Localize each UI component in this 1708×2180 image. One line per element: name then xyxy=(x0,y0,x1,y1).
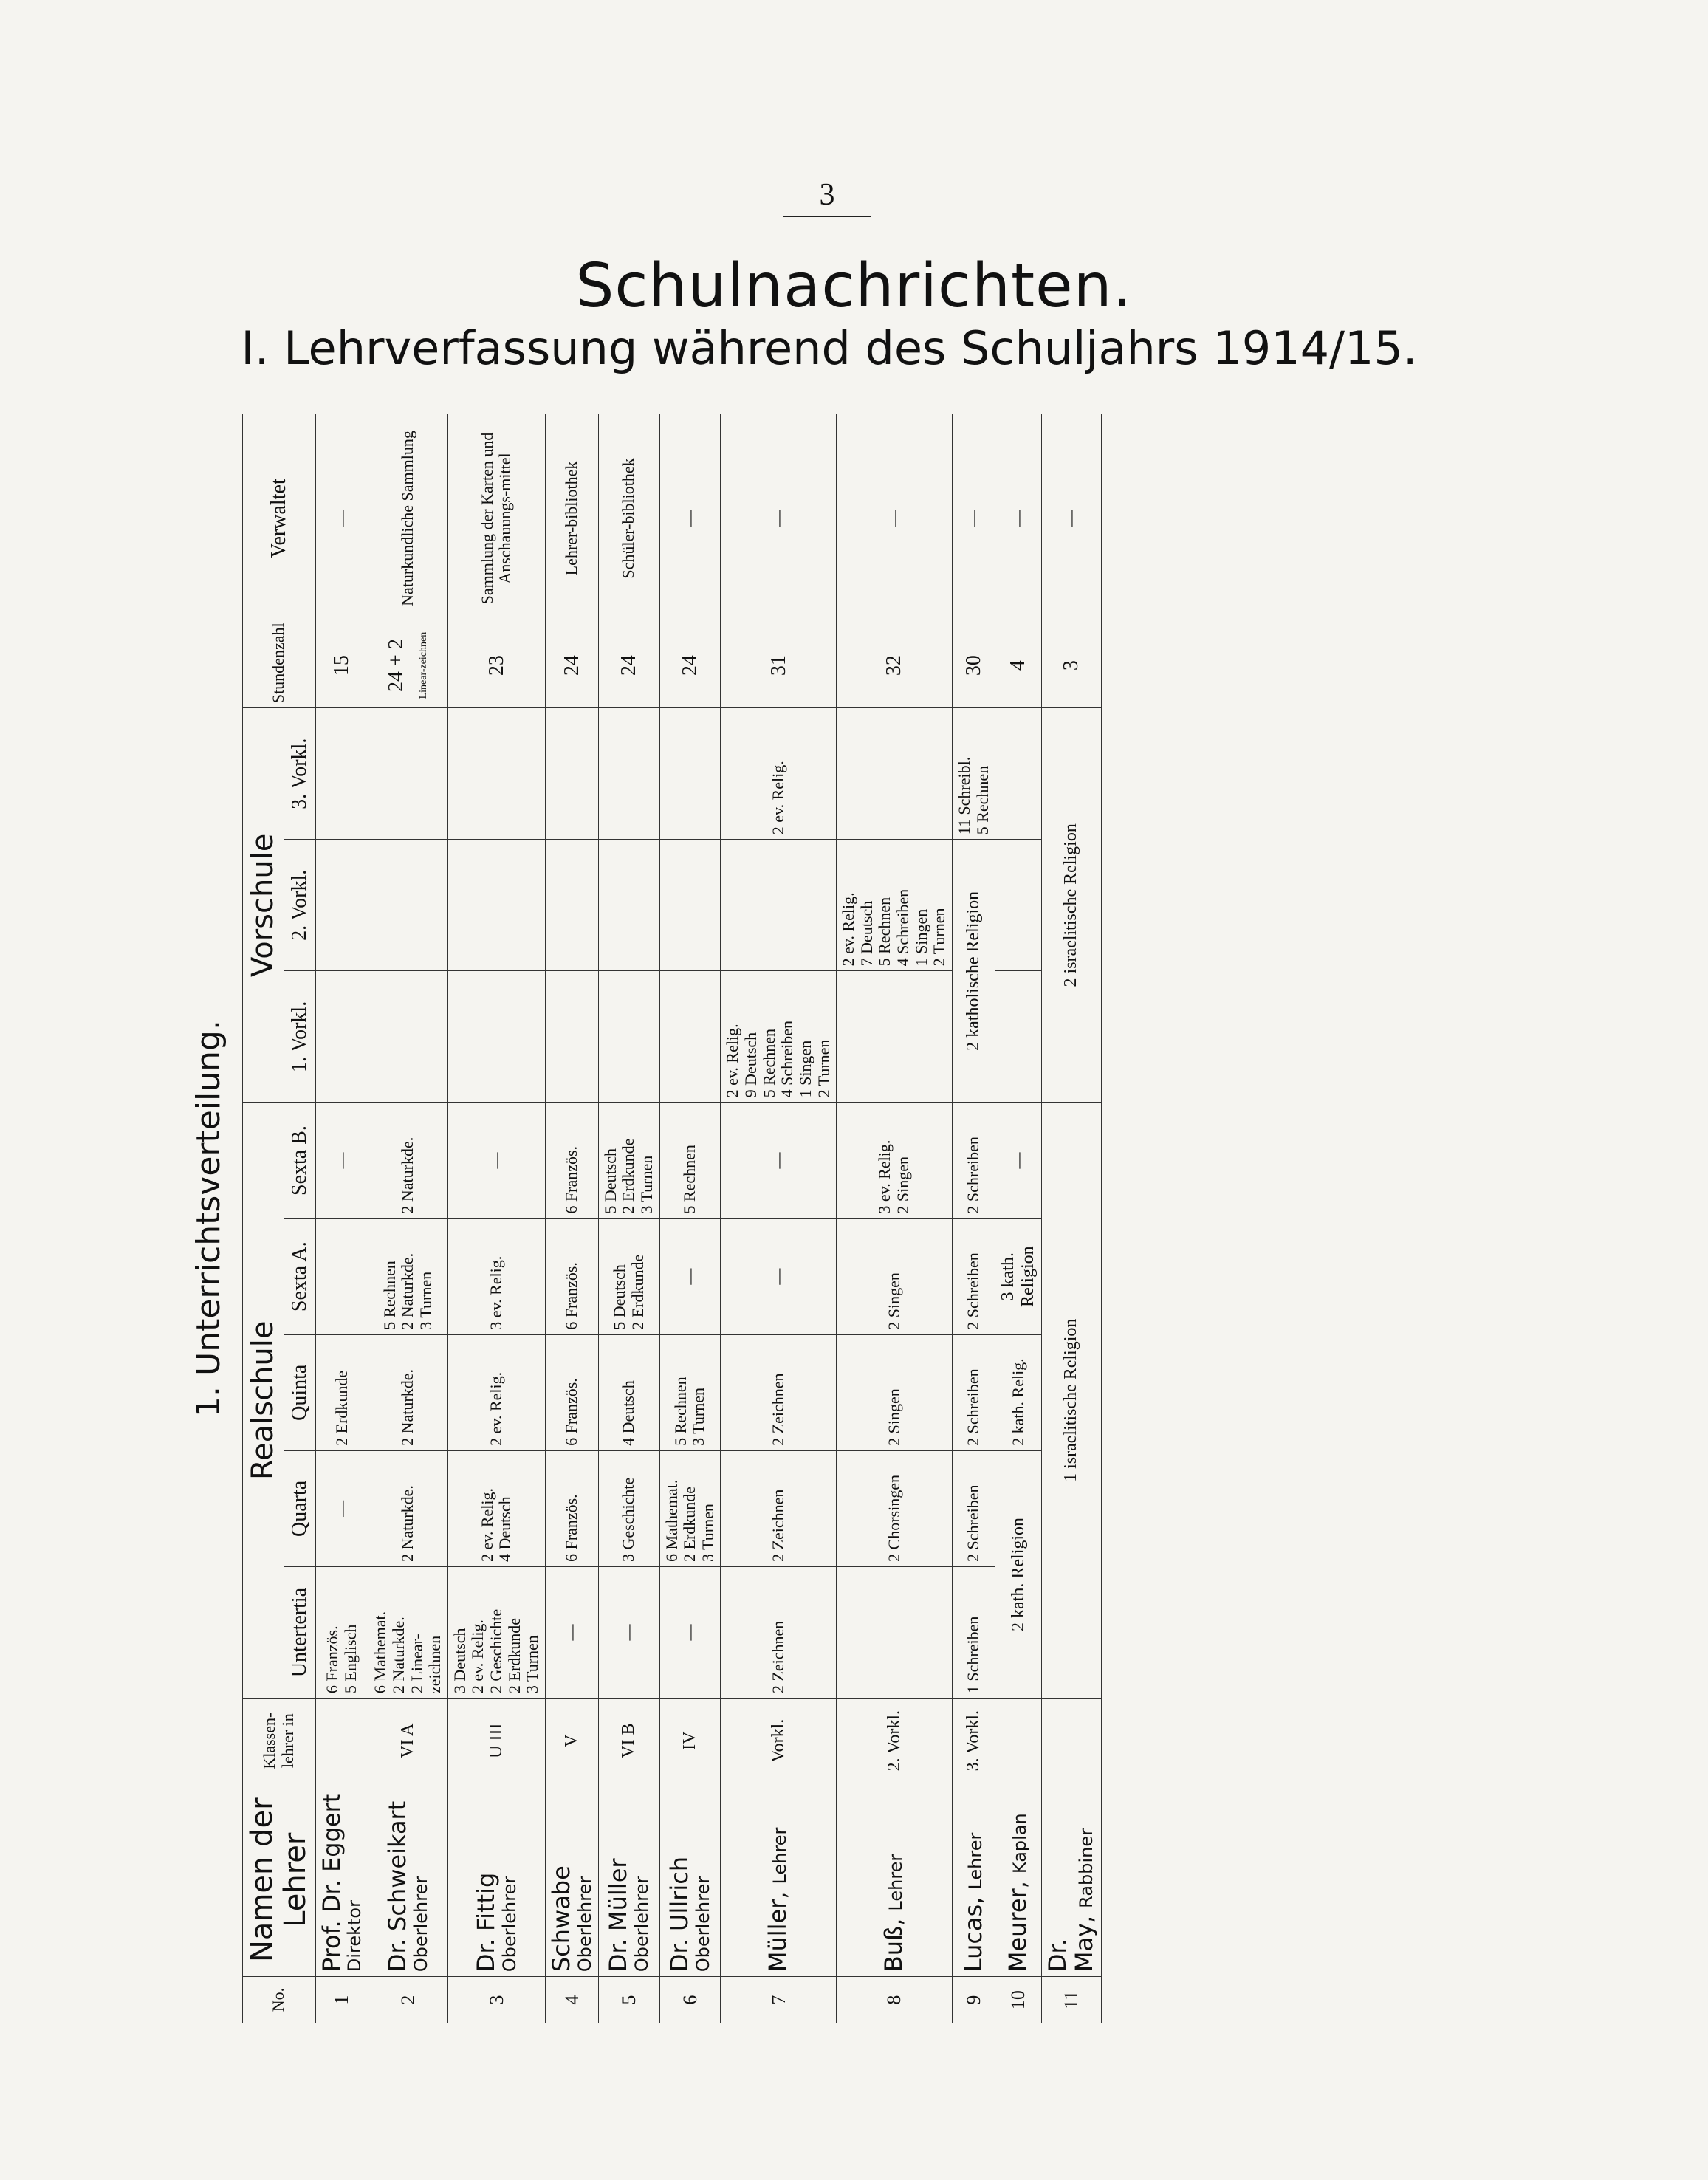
cell-sexta-a: 5 Deutsch 2 Erdkunde xyxy=(598,1218,659,1334)
table-row xyxy=(447,414,545,2023)
row-number: 4 xyxy=(545,1977,598,2023)
cell-sexta-b: 6 Französ. xyxy=(545,1103,598,1218)
teacher-name xyxy=(995,1783,1042,1977)
cell-untertertia: — xyxy=(659,1566,721,1698)
cell-stundenzahl: 23 xyxy=(447,623,545,707)
class-teacher: V xyxy=(545,1699,598,1783)
teacher-name xyxy=(315,1783,368,1977)
table-row xyxy=(952,414,995,2023)
cell-verwaltet: — xyxy=(659,414,721,623)
table-row xyxy=(545,414,598,2023)
cell-untertertia xyxy=(837,1566,953,1698)
cell-sexta-b: 5 Deutsch 2 Erdkunde 3 Turnen xyxy=(598,1103,659,1218)
cell-quarta: 6 Mathemat. 2 Erdkunde 3 Turnen xyxy=(659,1450,721,1566)
cell-sexta-a: — xyxy=(721,1218,837,1334)
cell-vorkl-2 xyxy=(545,840,598,971)
cell-vorkl-1 xyxy=(368,971,448,1103)
cell-vorkl-3: 2 ev. Relig. xyxy=(721,708,837,840)
cell-verwaltet: — xyxy=(721,414,837,623)
table-row xyxy=(837,414,953,2023)
cell-vorkl-3 xyxy=(598,708,659,840)
section-heading: 1. Unterrichtsverteilung. xyxy=(190,1020,227,1417)
cell-vorkl-2 xyxy=(995,840,1042,971)
teacher-name-text: Prof. Dr. Eggert xyxy=(317,1793,346,1972)
cell-quinta: 2 Singen xyxy=(837,1334,953,1450)
cell-quarta: 2 Zeichnen xyxy=(721,1450,837,1566)
cell-quinta: 2 ev. Relig. xyxy=(447,1334,545,1450)
cell-quinta: 2 Schreiben xyxy=(952,1334,995,1450)
cell-stundenzahl xyxy=(368,623,448,707)
cell-vorkl-3: 11 Schreibl. 5 Rechnen xyxy=(952,708,995,840)
header-vorkl-2: 2. Vorkl. xyxy=(284,840,315,971)
cell-vorkl-1 xyxy=(659,971,721,1103)
brace-kath-sa-sb: 3 kath. Religion xyxy=(995,1218,1042,1334)
page-number: 3 xyxy=(819,178,835,212)
teacher-role: Rabbiner xyxy=(1075,1828,1097,1908)
header-klassenlehrer: Klassen-lehrer in xyxy=(243,1699,316,1783)
row-number: 2 xyxy=(368,1977,448,2023)
cell-sexta-b: — xyxy=(995,1103,1042,1218)
cell-sexta-a xyxy=(315,1218,368,1334)
cell-quarta: 6 Französ. xyxy=(545,1450,598,1566)
row-number: 7 xyxy=(721,1977,837,2023)
brace-isr-realschule: 1 israelitische Religion xyxy=(1041,1103,1101,1699)
header-vorkl-3: 3. Vorkl. xyxy=(284,708,315,840)
class-teacher: 3. Vorkl. xyxy=(952,1699,995,1783)
page-subtitle: I. Lehrverfassung während des Schuljahrs 1914/15. xyxy=(241,321,1418,375)
cell-quarta: 2 ev. Relig. 4 Deutsch xyxy=(447,1450,545,1566)
teacher-name-text: Dr. Müller xyxy=(604,1858,633,1972)
header-quarta: Quarta xyxy=(284,1450,315,1566)
cell-sexta-b: 2 Schreiben xyxy=(952,1103,995,1218)
header-untertertia: Untertertia xyxy=(284,1566,315,1698)
teacher-name-text: Buß, xyxy=(879,1918,908,1972)
cell-stundenzahl: 32 xyxy=(837,623,953,707)
cell-sexta-b: — xyxy=(447,1103,545,1218)
cell-vorkl-1 xyxy=(995,971,1042,1103)
cell-stundenzahl: 31 xyxy=(721,623,837,707)
cell-quarta: 2 Naturkde. xyxy=(368,1450,448,1566)
cell-vorkl-2 xyxy=(598,840,659,971)
teacher-role: Oberlehrer xyxy=(498,1876,520,1972)
teacher-name-text: Müller, xyxy=(764,1891,792,1972)
cell-untertertia: 6 Mathemat. 2 Naturkde. 2 Linear- zeichnen xyxy=(368,1566,448,1698)
cell-quinta: 2 Naturkde. xyxy=(368,1334,448,1450)
cell-vorkl-2 xyxy=(721,840,837,971)
cell-vorkl-1 xyxy=(837,971,953,1103)
cell-sexta-a: 5 Rechnen 2 Naturkde. 3 Turnen xyxy=(368,1218,448,1334)
cell-quinta: 2 Zeichnen xyxy=(721,1334,837,1450)
header-stundenzahl: Stundenzahl xyxy=(243,623,316,707)
brace-kath-vorschule: 2 katholische Religion xyxy=(952,840,995,1103)
cell-quarta: 2 Schreiben xyxy=(952,1450,995,1566)
teacher-role: Lehrer xyxy=(964,1832,986,1890)
teacher-role: Oberlehrer xyxy=(692,1876,713,1972)
teacher-name xyxy=(598,1783,659,1977)
cell-verwaltet: — xyxy=(1041,414,1101,623)
teacher-role: Lehrer xyxy=(885,1854,907,1911)
cell-verwaltet: — xyxy=(952,414,995,623)
row-number: 5 xyxy=(598,1977,659,2023)
row-number: 11 xyxy=(1041,1977,1101,2023)
class-teacher: VI B xyxy=(598,1699,659,1783)
cell-vorkl-1 xyxy=(545,971,598,1103)
cell-verwaltet: Sammlung der Karten und Anschauungs-mittel xyxy=(447,414,545,623)
teacher-name xyxy=(837,1783,953,1977)
cell-sexta-a: 6 Französ. xyxy=(545,1218,598,1334)
stundenzahl-value: 24 + 2 xyxy=(385,639,408,692)
cell-untertertia: 2 Zeichnen xyxy=(721,1566,837,1698)
cell-sexta-b: 3 ev. Relig. 2 Singen xyxy=(837,1103,953,1218)
cell-vorkl-2 xyxy=(315,840,368,971)
cell-vorkl-1: 2 ev. Relig. 9 Deutsch 5 Rechnen 4 Schreiben 1 Singen 2 Turnen xyxy=(721,971,837,1103)
cell-quarta: 2 Chorsingen xyxy=(837,1450,953,1566)
table-row xyxy=(659,414,721,2023)
cell-verwaltet: — xyxy=(995,414,1042,623)
cell-untertertia: — xyxy=(598,1566,659,1698)
teaching-distribution-table xyxy=(242,414,1102,2023)
class-teacher: 2. Vorkl. xyxy=(837,1699,953,1783)
table-row xyxy=(368,414,448,2023)
cell-stundenzahl: 4 xyxy=(995,623,1042,707)
cell-stundenzahl: 30 xyxy=(952,623,995,707)
class-teacher: VI A xyxy=(368,1699,448,1783)
cell-quarta: 3 Geschichte xyxy=(598,1450,659,1566)
cell-untertertia: 3 Deutsch 2 ev. Relig. 2 Geschichte 2 Erdkunde 3 Turnen xyxy=(447,1566,545,1698)
row-number: 3 xyxy=(447,1977,545,2023)
cell-vorkl-2 xyxy=(659,840,721,971)
cell-untertertia: 6 Französ. 5 Englisch xyxy=(315,1566,368,1698)
cell-vorkl-1 xyxy=(598,971,659,1103)
cell-sexta-b: — xyxy=(315,1103,368,1218)
cell-vorkl-1 xyxy=(315,971,368,1103)
header-sexta-a: Sexta A. xyxy=(284,1218,315,1334)
teacher-name xyxy=(721,1783,837,1977)
cell-vorkl-3 xyxy=(837,708,953,840)
table-row xyxy=(1041,414,1101,2023)
class-teacher xyxy=(995,1699,1042,1783)
cell-sexta-a: 2 Singen xyxy=(837,1218,953,1334)
cell-vorkl-3 xyxy=(659,708,721,840)
brace-kath-ut-q: 2 kath. Religion xyxy=(995,1450,1042,1698)
cell-vorkl-2 xyxy=(447,840,545,971)
row-number: 8 xyxy=(837,1977,953,2023)
cell-stundenzahl: 15 xyxy=(315,623,368,707)
cell-sexta-a: 2 Schreiben xyxy=(952,1218,995,1334)
table-row xyxy=(315,414,368,2023)
stundenzahl-note: Linear-zeichnen xyxy=(417,631,429,699)
class-teacher: Vorkl. xyxy=(721,1699,837,1783)
cell-quinta: 6 Französ. xyxy=(545,1334,598,1450)
cell-sexta-b: — xyxy=(721,1103,837,1218)
teacher-name-text: Lucas, xyxy=(958,1896,987,1972)
cell-verwaltet: Naturkundliche Sammlung xyxy=(368,414,448,623)
cell-stundenzahl: 24 xyxy=(598,623,659,707)
teacher-name-text: Dr. Schweikart xyxy=(383,1800,412,1972)
cell-vorkl-1 xyxy=(447,971,545,1103)
rotated-table-block xyxy=(183,414,1464,2023)
teacher-name xyxy=(368,1783,448,1977)
cell-verwaltet: Lehrer-bibliothek xyxy=(545,414,598,623)
teacher-role: Direktor xyxy=(344,1900,366,1972)
header-verwaltet: Verwaltet xyxy=(243,414,316,623)
cell-quinta: 2 kath. Relig. xyxy=(995,1334,1042,1450)
header-no: No. xyxy=(243,1977,316,2023)
cell-sexta-b: 2 Naturkde. xyxy=(368,1103,448,1218)
header-sexta-b: Sexta B. xyxy=(284,1103,315,1218)
teacher-role: Lehrer xyxy=(769,1827,791,1885)
table-row xyxy=(995,414,1042,2023)
cell-vorkl-3 xyxy=(995,708,1042,840)
cell-untertertia: — xyxy=(545,1566,598,1698)
teacher-role: Oberlehrer xyxy=(411,1876,432,1972)
page-number-rule xyxy=(783,216,871,217)
cell-vorkl-3 xyxy=(545,708,598,840)
teacher-name xyxy=(952,1783,995,1977)
cell-sexta-a: — xyxy=(659,1218,721,1334)
cell-vorkl-3 xyxy=(447,708,545,840)
cell-verwaltet: Schüler-bibliothek xyxy=(598,414,659,623)
cell-stundenzahl: 24 xyxy=(659,623,721,707)
cell-verwaltet: — xyxy=(315,414,368,623)
class-teacher xyxy=(1041,1699,1101,1783)
cell-vorkl-2 xyxy=(368,840,448,971)
page-title: Schulnachrichten. xyxy=(575,251,1133,321)
teacher-name xyxy=(447,1783,545,1977)
row-number: 9 xyxy=(952,1977,995,2023)
header-name: Namen der Lehrer xyxy=(243,1783,316,1977)
header-vorschule: Vorschule xyxy=(243,708,284,1103)
teacher-name-text: Dr. May, xyxy=(1043,1915,1098,1972)
class-teacher xyxy=(315,1699,368,1783)
row-number: 1 xyxy=(315,1977,368,2023)
header-vorkl-1: 1. Vorkl. xyxy=(284,971,315,1103)
row-number: 10 xyxy=(995,1977,1042,2023)
cell-sexta-a: 3 ev. Relig. xyxy=(447,1218,545,1334)
cell-quinta: 2 Erdkunde xyxy=(315,1334,368,1450)
cell-quinta: 4 Deutsch xyxy=(598,1334,659,1450)
teacher-name-text: Dr. Ullrich xyxy=(665,1856,694,1972)
teacher-name xyxy=(545,1783,598,1977)
table-row xyxy=(721,414,837,2023)
header-realschule: Realschule xyxy=(243,1103,284,1699)
teacher-name xyxy=(1041,1783,1101,1977)
teacher-name-text: Meurer, xyxy=(1004,1881,1032,1972)
header-quinta: Quinta xyxy=(284,1334,315,1450)
cell-vorkl-3 xyxy=(315,708,368,840)
cell-stundenzahl: 3 xyxy=(1041,623,1101,707)
cell-vorkl-2: 2 ev. Relig. 7 Deutsch 5 Rechnen 4 Schreiben 1 Singen 2 Turnen xyxy=(837,840,953,971)
cell-verwaltet: — xyxy=(837,414,953,623)
teacher-name-text: Schwabe xyxy=(546,1865,575,1972)
class-teacher: IV xyxy=(659,1699,721,1783)
teacher-role: Oberlehrer xyxy=(631,1876,653,1972)
teacher-role: Oberlehrer xyxy=(574,1876,595,1972)
table-row xyxy=(598,414,659,2023)
class-teacher: U III xyxy=(447,1699,545,1783)
cell-quarta: — xyxy=(315,1450,368,1566)
brace-isr-vorschule: 2 israelitische Religion xyxy=(1041,708,1101,1103)
row-number: 6 xyxy=(659,1977,721,2023)
cell-quinta: 5 Rechnen 3 Turnen xyxy=(659,1334,721,1450)
cell-sexta-b: 5 Rechnen xyxy=(659,1103,721,1218)
cell-untertertia: 1 Schreiben xyxy=(952,1566,995,1698)
cell-stundenzahl: 24 xyxy=(545,623,598,707)
teacher-name xyxy=(659,1783,721,1977)
cell-vorkl-3 xyxy=(368,708,448,840)
teacher-role: Kaplan xyxy=(1009,1813,1031,1874)
teacher-name-text: Dr. Fittig xyxy=(472,1872,500,1972)
